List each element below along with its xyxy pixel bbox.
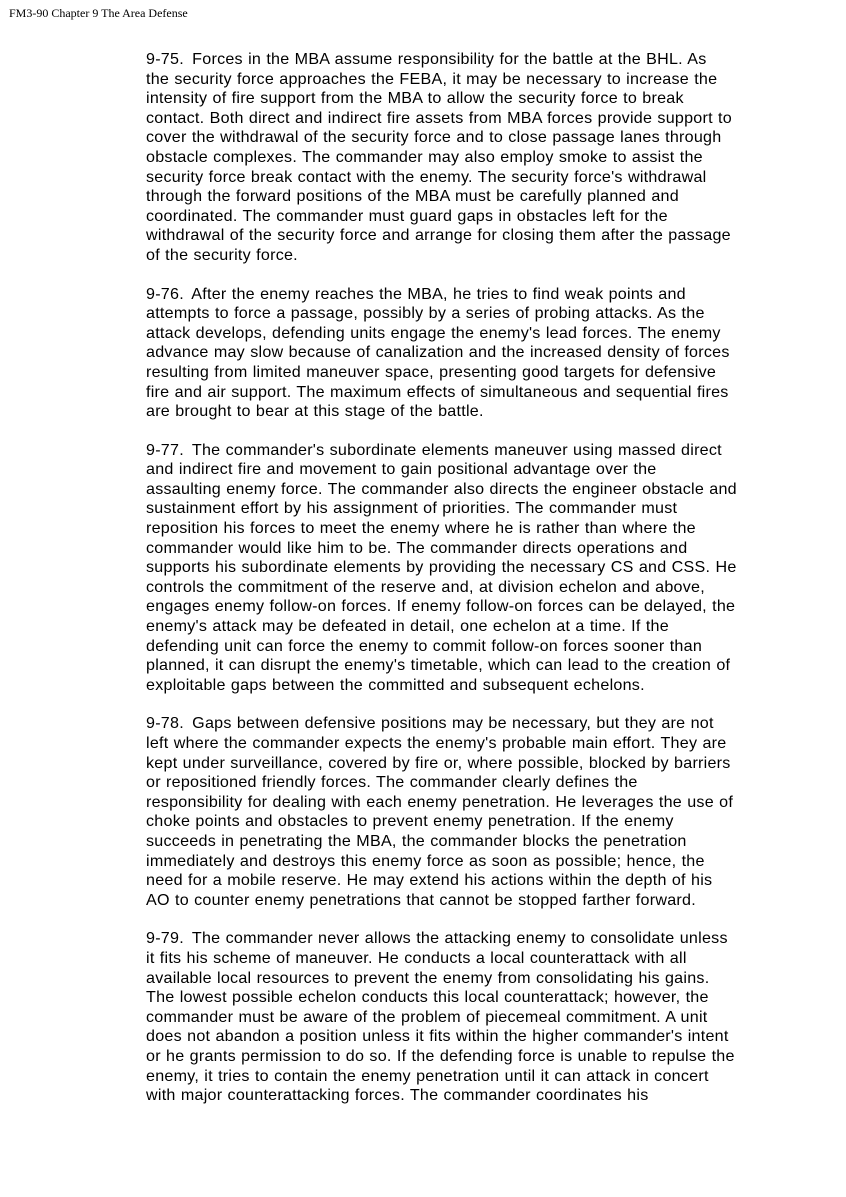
paragraph-text: The commander never allows the attacking enemy to consolidate unless it fits his scheme of maneuver. He conducts a local counterattack with all available local resources to prevent the enemy from consolidating his gains. The lowest possible echelon conducts this local counterattack; however, the commander must be aware of the problem of piecemeal commitment. A unit does not abandon a position unless it fits within the higher commander's intent or he grants permission to do so. If the defending force is unable to repulse the enemy, it tries to contain the enemy penetration until it can attack in concert with major counterattacking forces. The commander coordinates his bbox=[146, 929, 735, 1105]
paragraph-number: 9-79. bbox=[146, 929, 184, 948]
paragraph-9-79 bbox=[146, 929, 806, 1105]
paragraph-9-77 bbox=[146, 441, 806, 696]
paragraph-9-76 bbox=[146, 285, 806, 422]
running-header: FM3-90 Chapter 9 The Area Defense bbox=[9, 6, 188, 20]
document-body bbox=[146, 50, 806, 1125]
paragraph-text: After the enemy reaches the MBA, he tries to find weak points and attempts to force a passage, possibly by a series of probing attacks. As the attack develops, defending units engage the enemy's lead forces. The enemy advance may slow because of canalization and the increased density of forces resulting from limited maneuver space, presenting good targets for defensive fire and air support. The maximum effects of simultaneous and sequential fires are brought to bear at this stage of the battle. bbox=[146, 284, 730, 421]
paragraph-text: The commander's subordinate elements maneuver using massed direct and indirect fire and movement to gain positional advantage over the assaulting enemy force. The commander also directs the engineer obstacle and sustainment effort by his assignment of priorities. The commander must reposition his forces to meet the enemy where he is rather than where the commander would like him to be. The commander directs operations and supports his subordinate elements by providing the necessary CS and CSS. He controls the commitment of the reserve and, at division echelon and above, engages enemy follow-on forces. If enemy follow-on forces can be delayed, the enemy's attack may be defeated in detail, one echelon at a time. If the defending unit can force the enemy to commit follow-on forces sooner than planned, it can disrupt the enemy's timetable, which can lead to the creation of exploitable gaps between the committed and subsequent echelons. bbox=[146, 440, 737, 694]
paragraph-text: Gaps between defensive positions may be necessary, but they are not left where the commander expects the enemy's probable main effort. They are kept under surveillance, covered by fire or, where possible, blocked by barriers or repositioned friendly forces. The commander clearly defines the responsibility for dealing with each enemy penetration. He leverages the use of choke points and obstacles to prevent enemy penetration. If the enemy succeeds in penetrating the MBA, the commander blocks the penetration immediately and destroys this enemy force as soon as possible; hence, the need for a mobile reserve. He may extend his actions within the depth of his AO to counter enemy penetrations that cannot be stopped farther forward. bbox=[146, 714, 734, 909]
paragraph-9-75 bbox=[146, 50, 806, 266]
paragraph-number: 9-77. bbox=[146, 440, 184, 459]
paragraph-text: Forces in the MBA assume responsibility for the battle at the BHL. As the security force approaches the FEBA, it may be necessary to increase the intensity of fire support from the MBA to allow the security force to break contact. Both direct and indirect fire assets from MBA forces provide support to cover the withdrawal of the security force and to close passage lanes through obstacle complexes. The commander may also employ smoke to assist the security force break contact with the enemy. The security force's withdrawal through the forward positions of the MBA must be carefully planned and coordinated. The commander must guard gaps in obstacles left for the withdrawal of the security force and arrange for closing them after the passage of the security force. bbox=[146, 50, 732, 264]
paragraph-number: 9-75. bbox=[146, 50, 184, 68]
paragraph-number: 9-76. bbox=[146, 284, 184, 303]
paragraph-9-78 bbox=[146, 714, 806, 910]
paragraph-number: 9-78. bbox=[146, 714, 184, 733]
